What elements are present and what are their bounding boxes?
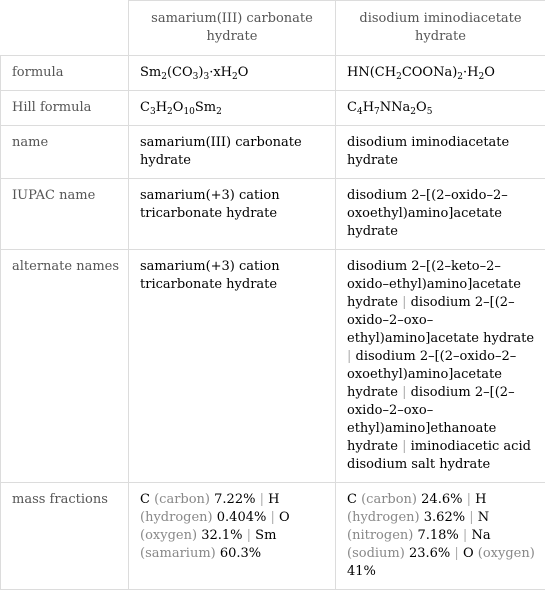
formula-subscript: 10 [183,107,195,117]
formula-part: Sm [194,100,217,115]
element-name: (nitrogen) [347,528,414,543]
separator: | [466,492,471,507]
formula-subscript: 2 [410,107,417,117]
mass-fractions-compound-1 [129,483,336,590]
hill-formula-compound-1 [129,91,336,126]
formula-part: H [362,100,375,115]
formula-part: ·H [463,65,479,80]
element-name: (sodium) [347,546,405,561]
formula-part: ·xH [209,65,233,80]
row-formula [1,56,545,91]
formula-part: O [237,65,249,80]
formula-subscript: 3 [192,72,199,82]
row-label-mass-fractions: mass fractions [1,483,129,590]
header-compound-2: disodium iminodiacetate hydrate [336,1,545,56]
header-compound-1: samarium(III) carbonate hydrate [129,1,336,56]
row-mass-fractions [1,483,545,590]
alternate-names-compound-2 [336,250,545,483]
formula-part: O [416,100,427,115]
formula-subscript: 3 [149,107,156,117]
element-symbol: Na [471,528,491,543]
mass-fraction-value: 0.404% [216,510,267,525]
formula-subscript: 2 [396,72,402,82]
mass-fraction-value: 41% [347,564,376,579]
mass-fraction-value: 3.62% [423,510,466,525]
separator: | [402,295,407,310]
alternate-name: disodium 2–[(2–oxido–2–oxo–ethyl)amino]ethanoate hydrate [347,385,515,454]
formula-part: C [140,100,150,115]
mass-fraction-value: 24.6% [421,492,463,507]
formula-subscript: 2 [167,107,173,117]
hill-formula-compound-2 [336,91,545,126]
formula-part: ) [198,65,204,80]
separator: | [402,439,407,454]
formula-subscript: 2 [457,72,464,82]
formula-subscript: 3 [203,72,210,82]
alternate-name: iminodiacetic acid disodium salt hydrate [347,439,531,472]
iupac-name-compound-2: disodium 2–[(2–oxido–2–oxoethyl)amino]acetate hydrate [336,179,545,250]
row-label-alternate-names: alternate names [1,250,129,483]
separator: | [469,510,474,525]
row-alternate-names [1,250,545,483]
mass-fraction-value: 60.3% [219,546,262,561]
element-name: (oxygen) [477,546,535,561]
element-symbol: C [140,492,150,507]
element-name: (carbon) [361,492,418,507]
formula-compound-1 [129,56,336,91]
row-label-formula: formula [1,56,129,91]
corner-cell [1,1,129,56]
name-compound-2: disodium iminodiacetate hydrate [336,126,545,179]
formula-part: Sm [140,65,162,80]
element-name: (oxygen) [140,528,198,543]
formula-subscript: 4 [356,107,363,117]
formula-part: (CO [166,65,193,80]
element-symbol: Sm [255,528,277,543]
separator: | [462,528,468,543]
formula-part: COONa) [401,65,458,80]
formula-part: O [172,100,184,115]
alternate-names-compound-1 [129,250,336,483]
formula-subscript: 2 [232,72,238,82]
separator: | [347,349,352,364]
element-name: (hydrogen) [140,510,213,525]
separator: | [454,546,459,561]
formula-subscript: 2 [161,72,167,82]
separator: | [402,385,407,400]
alternate-name: disodium 2–[(2–oxido–2–oxoethyl)amino]acetate hydrate [347,349,517,400]
formula-part: NNa [379,100,411,115]
formula-subscript: 2 [216,107,222,117]
element-symbol: C [347,492,357,507]
row-name [1,126,545,179]
formula-compound-2 [336,56,545,91]
formula-subscript: 5 [426,107,433,117]
mass-fraction-value: 7.18% [417,528,459,543]
alternate-name: samarium(+3) cation tricarbonate hydrate [140,259,280,292]
mass-fraction-value: 7.22% [214,492,256,507]
formula-subscript: 7 [374,107,380,117]
element-symbol: H [268,492,280,507]
row-iupac-name [1,179,545,250]
row-label-name: name [1,126,129,179]
formula-part: C [347,100,357,115]
formula-part: O [484,65,495,80]
element-symbol: O [462,546,474,561]
mass-fraction-value: 23.6% [408,546,451,561]
formula-part: HN(CH [347,65,397,80]
element-symbol: N [477,510,490,525]
mass-fraction-value: 32.1% [201,528,243,543]
element-name: (hydrogen) [347,510,420,525]
element-name: (carbon) [154,492,211,507]
separator: | [246,528,252,543]
alternate-name: disodium 2–[(2–keto–2–oxido–ethyl)amino]acetate hydrate [347,259,521,310]
name-compound-1: samarium(III) carbonate hydrate [129,126,336,179]
formula-part: H [155,100,168,115]
mass-fractions-compound-2 [336,483,545,590]
header-row [1,1,545,56]
row-label-iupac-name: IUPAC name [1,179,129,250]
separator: | [270,510,275,525]
iupac-name-compound-1: samarium(+3) cation tricarbonate hydrate [129,179,336,250]
alternate-name: disodium 2–[(2–oxido–2–oxo–ethyl)amino]acetate hydrate [347,295,535,346]
element-symbol: O [279,510,290,525]
row-label-hill-formula: Hill formula [1,91,129,126]
row-hill-formula [1,91,545,126]
element-name: (samarium) [140,546,216,561]
element-symbol: H [475,492,487,507]
formula-subscript: 2 [478,72,485,82]
separator: | [259,492,264,507]
